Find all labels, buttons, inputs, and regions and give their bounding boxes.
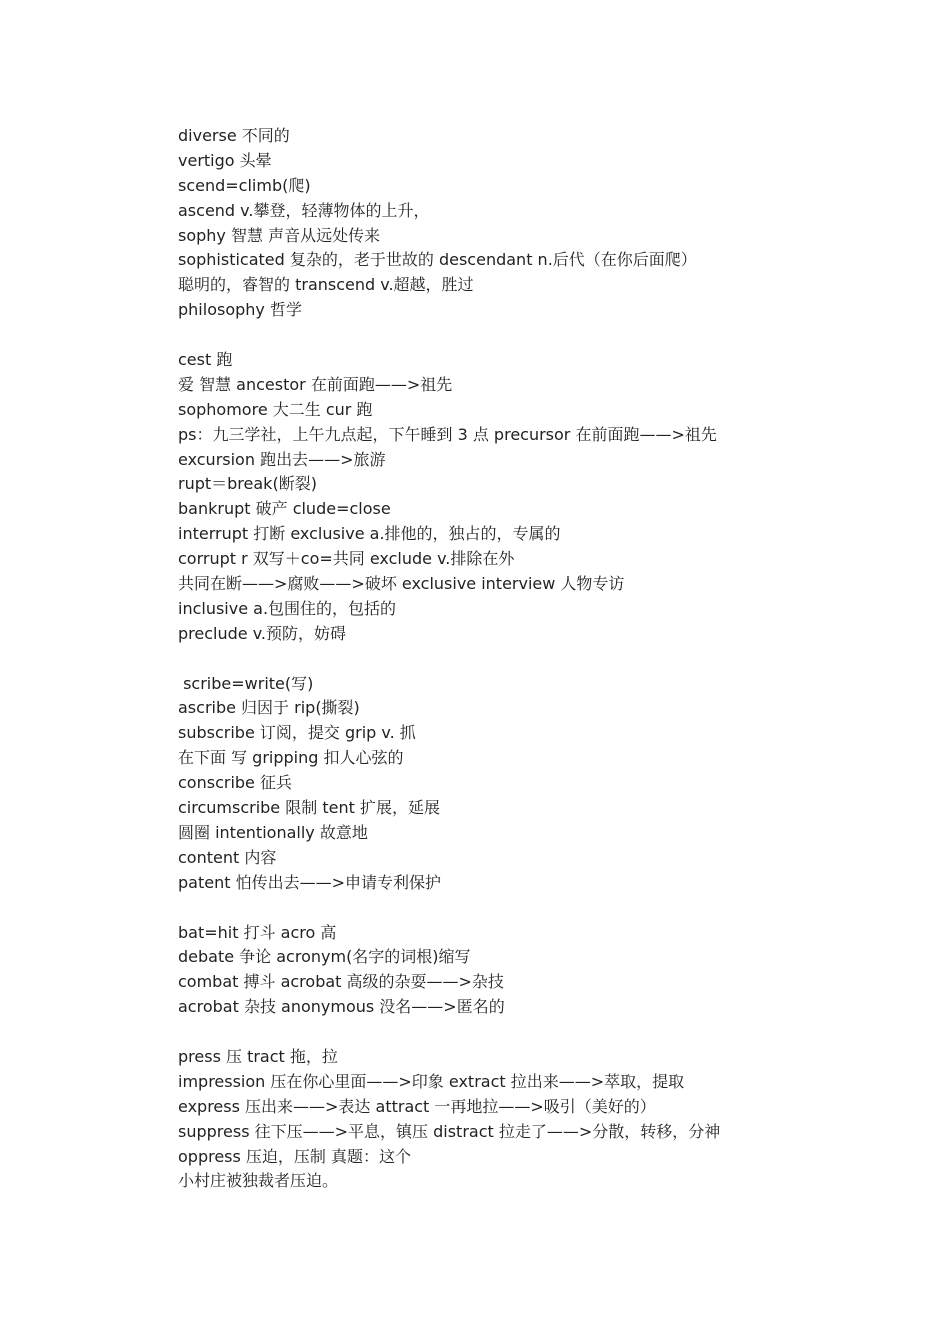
text-line: preclude v.预防，妨碍 — [178, 623, 347, 643]
text-line: scend=climb(爬) — [178, 175, 311, 195]
text-line: subscribe 订阅，提交 grip v. 抓 — [178, 723, 416, 743]
blank-line — [178, 323, 918, 348]
text-line: ascribe 归因于 rip(撕裂) — [178, 698, 360, 718]
text-line: bat=hit 打斗 acro 高 — [178, 922, 337, 942]
text-line: diverse 不同的 — [178, 126, 290, 145]
blank-line — [178, 1020, 918, 1045]
text-line: interrupt 打断 exclusive a.排他的，独占的，专属的 — [178, 524, 561, 544]
text-line: suppress 往下压——>平息，镇压 distract 拉走了——>分散，转移，分神 — [178, 1121, 721, 1141]
text-line: rupt＝break(断裂) — [178, 474, 317, 494]
text-line: patent 怕传出去——>申请专利保护 — [178, 872, 441, 892]
blank-line — [178, 647, 918, 672]
text-line: ascend v.攀登，轻薄物体的上升， — [178, 200, 430, 220]
text-line: vertigo 头晕 — [178, 150, 272, 170]
text-line: corrupt r 双写＋co=共同 exclude v.排除在外 — [178, 549, 515, 569]
text-line: ps：九三学社，上午九点起，下午睡到 3 点 precursor 在前面跑——>祖先 — [178, 424, 717, 444]
text-line: excursion 跑出去——>旅游 — [178, 449, 386, 469]
text-line: sophomore 大二生 cur 跑 — [178, 399, 373, 419]
text-line: conscribe 征兵 — [178, 773, 292, 793]
text-line: 爱 智慧 ancestor 在前面跑——>祖先 — [178, 374, 453, 394]
text-line: debate 争论 acronym(名字的词根)缩写 — [178, 947, 471, 967]
text-line: 共同在断——>腐败——>破坏 exclusive interview 人物专访 — [178, 574, 625, 594]
text-line: sophy 智慧 声音从远处传来 — [178, 225, 381, 245]
text-line: acrobat 杂技 anonymous 没名——>匿名的 — [178, 997, 505, 1017]
text-line: combat 搏斗 acrobat 高级的杂耍——>杂技 — [178, 972, 504, 992]
blank-line — [178, 896, 918, 921]
text-line: press 压 tract 拖，拉 — [178, 1046, 338, 1066]
text-line: oppress 压迫，压制 真题：这个 — [178, 1146, 412, 1166]
text-line: circumscribe 限制 tent 扩展，延展 — [178, 798, 440, 818]
text-line: 圆圈 intentionally 故意地 — [178, 822, 368, 842]
text-line: inclusive a.包围住的，包括的 — [178, 598, 397, 618]
text-line: 在下面 写 gripping 扣人心弦的 — [178, 748, 404, 768]
text-line: cest 跑 — [178, 350, 233, 370]
text-line: content 内容 — [178, 847, 277, 867]
text-line: sophisticated 复杂的，老于世故的 descendant n.后代（在你后面爬） — [178, 250, 697, 270]
text-line: bankrupt 破产 clude=close — [178, 499, 391, 519]
text-line: 小村庄被独裁者压迫。 — [178, 1171, 339, 1191]
text-line: 聪明的，睿智的 transcend v.超越，胜过 — [178, 275, 474, 295]
vocabulary-notes — [178, 124, 918, 1194]
text-line: express 压出来——>表达 attract 一再地拉——>吸引（美好的） — [178, 1096, 656, 1116]
text-line: impression 压在你心里面——>印象 extract 拉出来——>萃取，提取 — [178, 1071, 685, 1091]
text-line: philosophy 哲学 — [178, 300, 302, 320]
text-line: scribe=write(写) — [178, 673, 314, 693]
